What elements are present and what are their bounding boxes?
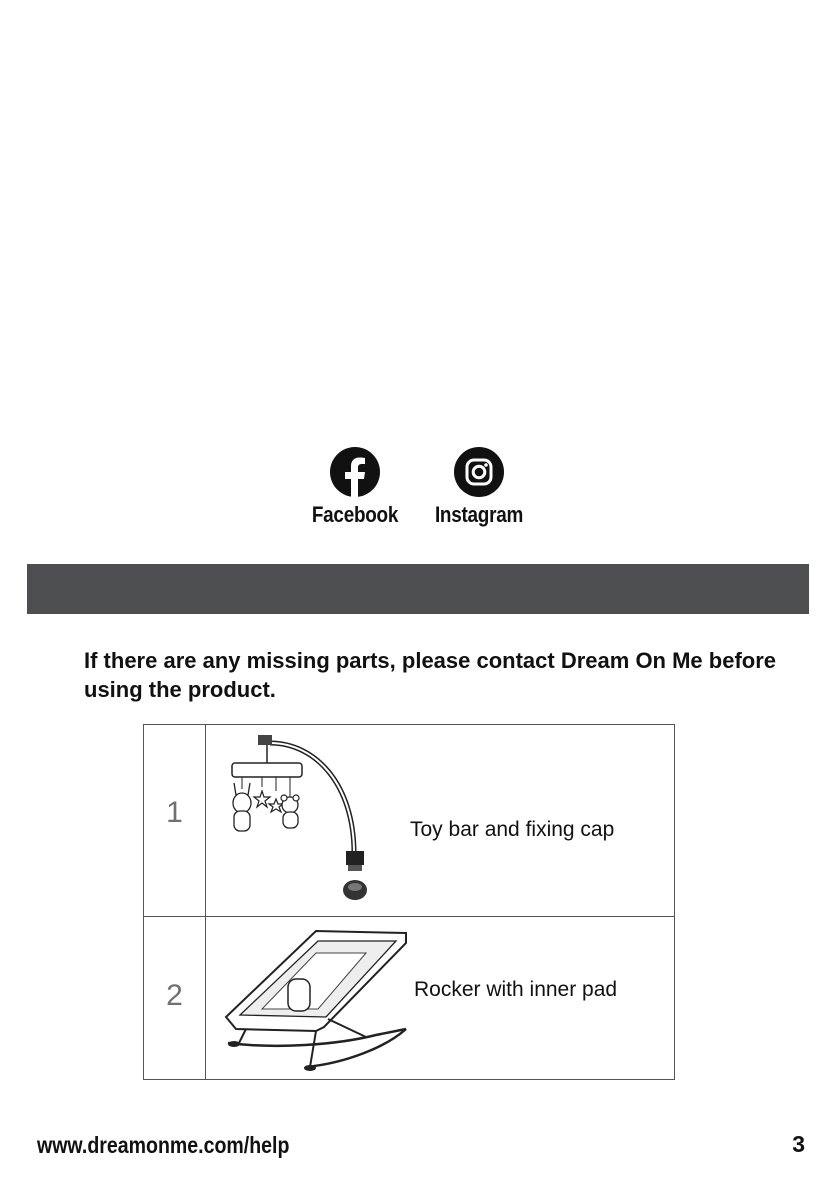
social-links	[0, 446, 839, 536]
parts-table	[143, 724, 675, 1080]
help-url[interactable]: www.dreamonme.com/help	[37, 1132, 290, 1158]
table-row	[144, 917, 674, 1079]
part-number: 2	[166, 979, 183, 1012]
facebook-icon	[329, 446, 381, 498]
missing-parts-notice: If there are any missing parts, please contact Dream On Me before using the product.	[84, 648, 777, 702]
section-header-band	[27, 564, 809, 614]
toy-bar-and-fixing-cap-illustration	[206, 725, 406, 921]
instagram-icon	[453, 446, 505, 498]
part-label: Rocker with inner pad	[414, 978, 618, 1001]
page-number: 3	[792, 1131, 805, 1157]
rocker-with-inner-pad-illustration	[206, 917, 416, 1084]
instagram-label: Instagram	[434, 502, 524, 527]
facebook-label: Facebook	[311, 502, 399, 527]
part-number-cell	[144, 725, 206, 916]
table-row	[144, 725, 674, 917]
part-number: 1	[166, 796, 183, 829]
facebook-link[interactable]	[290, 446, 420, 528]
part-number-cell	[144, 917, 206, 1079]
instagram-link[interactable]	[414, 446, 544, 528]
part-label: Toy bar and fixing cap	[410, 818, 615, 841]
